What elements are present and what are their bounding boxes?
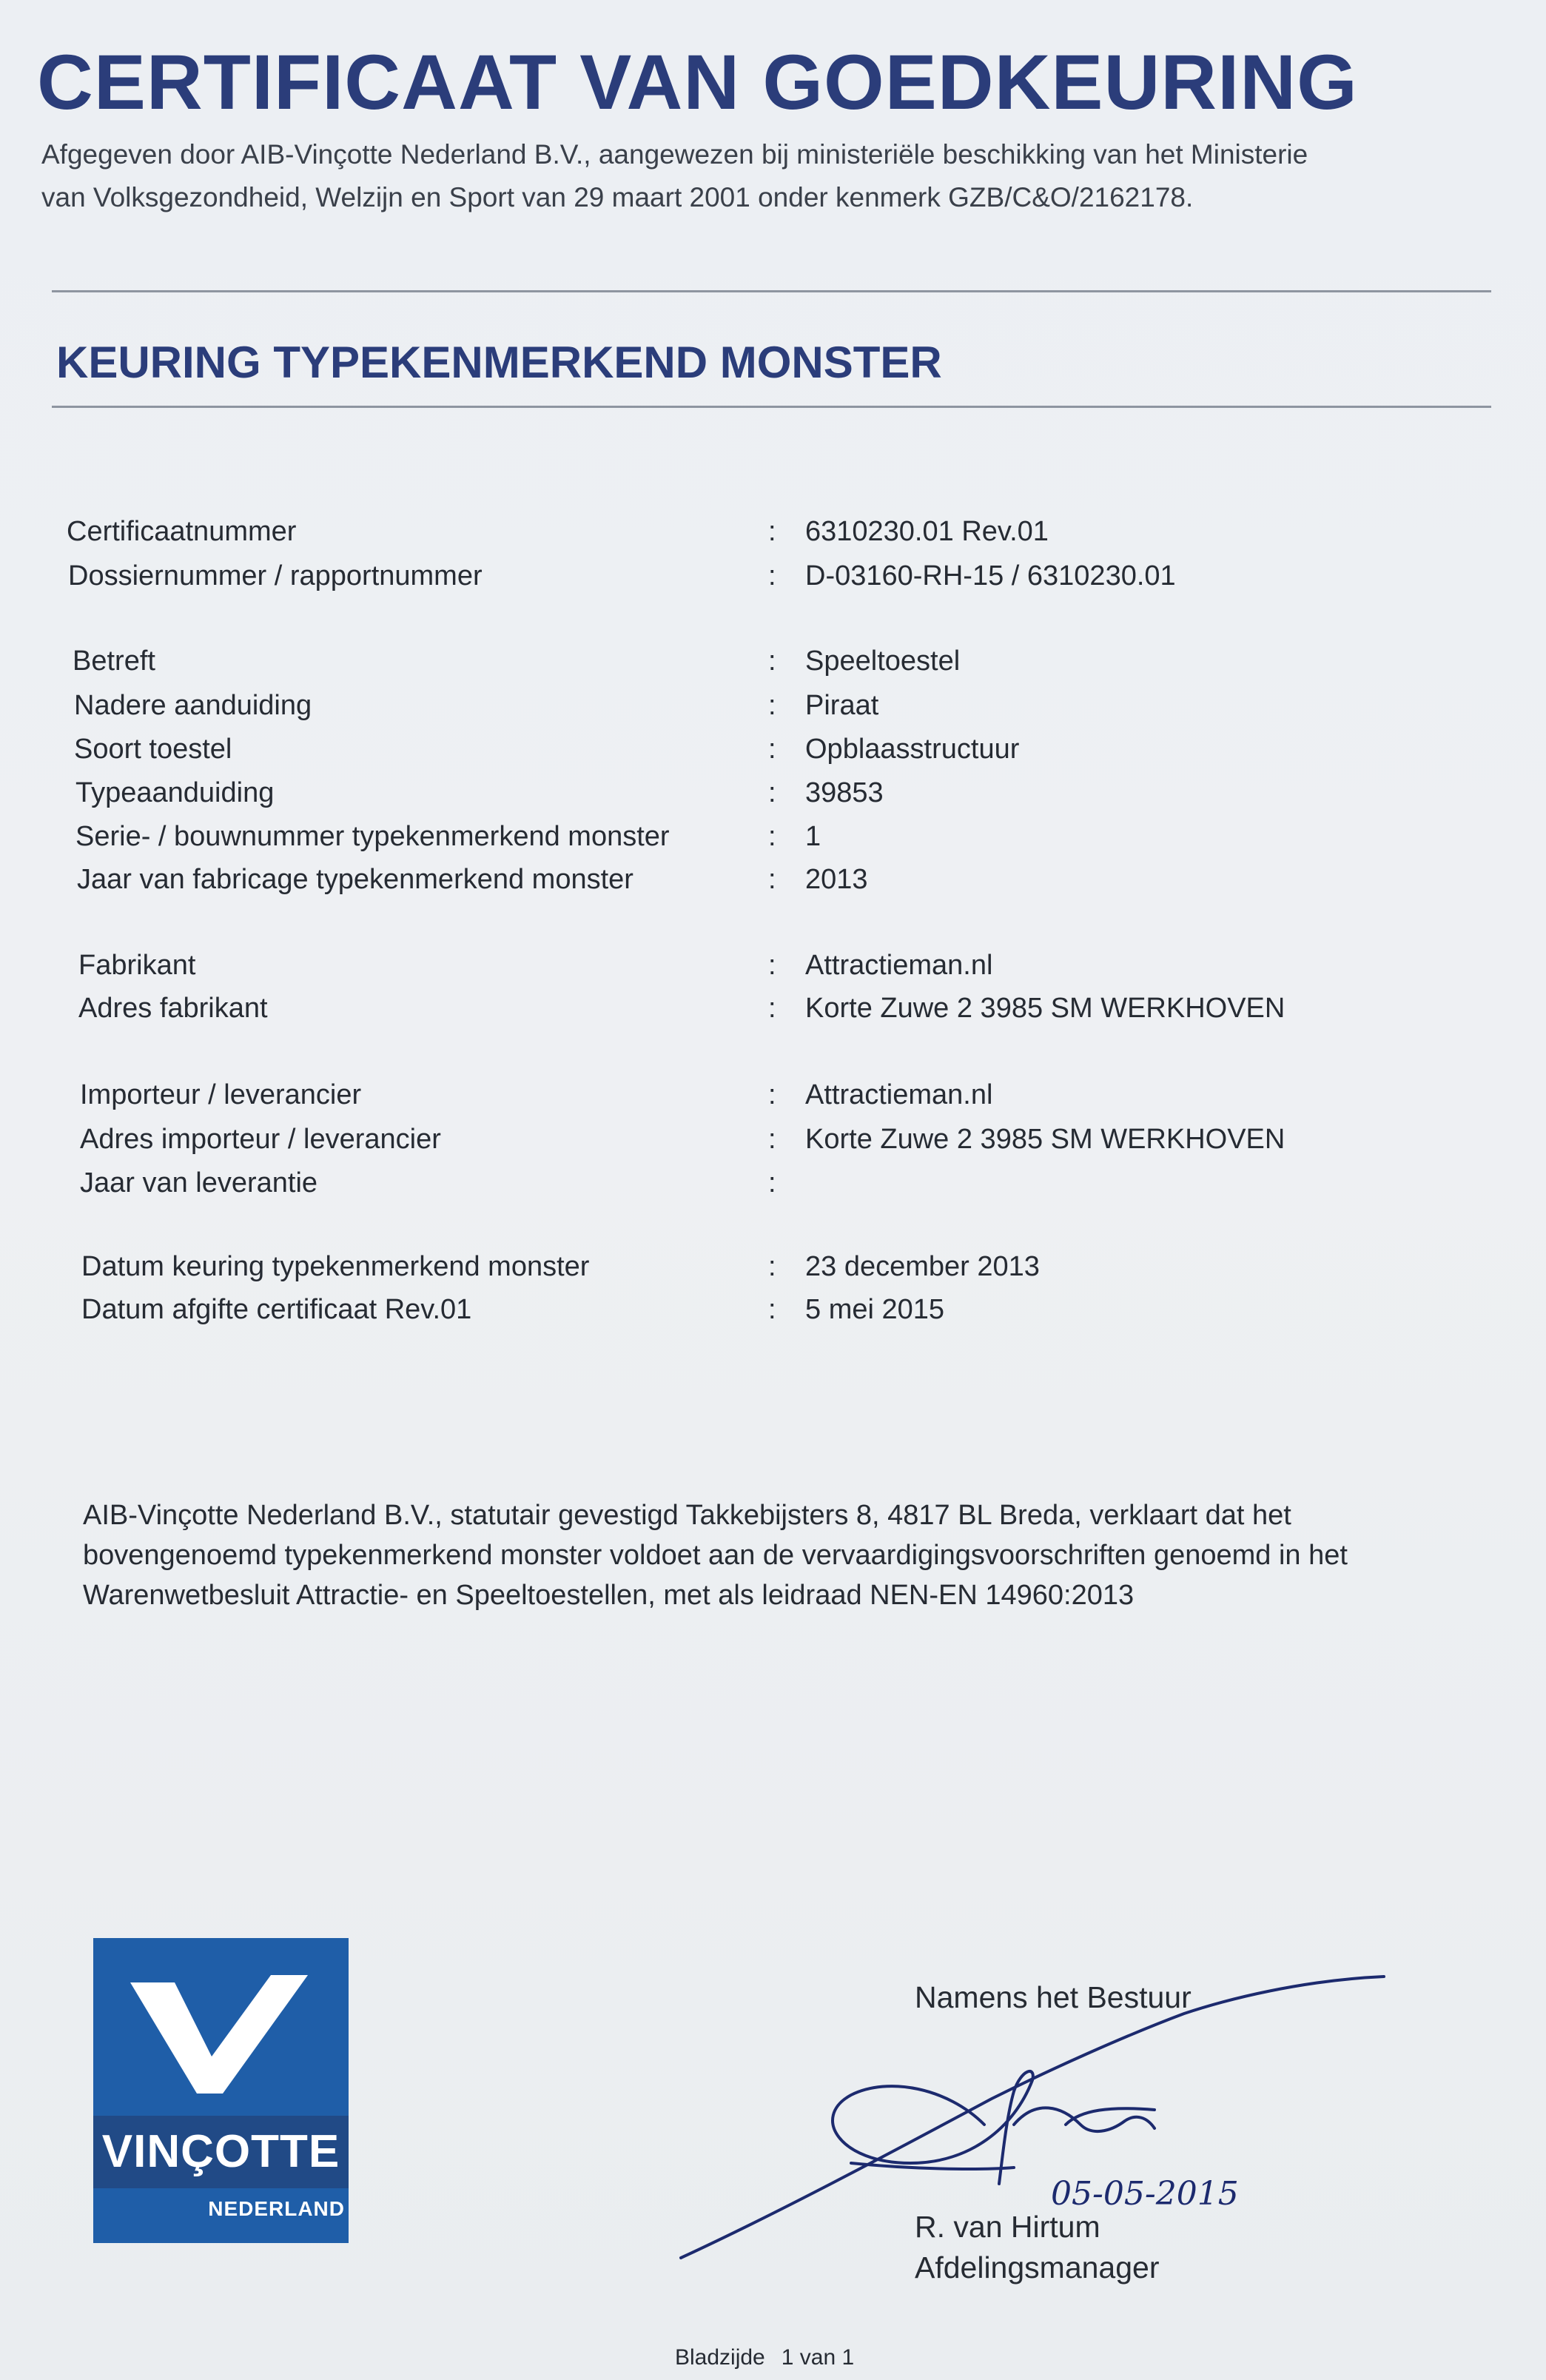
field-row	[0, 993, 1546, 1037]
field-value: 5 mei 2015	[805, 1294, 945, 1325]
logo-brand: VINÇOTTE	[93, 2116, 349, 2188]
field-label: Adres fabrikant	[78, 993, 268, 1024]
field-value: 39853	[805, 777, 884, 808]
field-value: Attractieman.nl	[805, 950, 993, 981]
field-label: Datum afgifte certificaat Rev.01	[81, 1294, 472, 1325]
field-row	[0, 777, 1546, 822]
field-row	[0, 560, 1546, 605]
field-label: Datum keuring typekenmerkend monster	[81, 1251, 590, 1282]
field-label: Fabrikant	[78, 950, 196, 981]
field-value: Speeltoestel	[805, 646, 961, 677]
field-colon: :	[768, 1167, 776, 1199]
field-label: Adres importeur / leverancier	[80, 1124, 441, 1155]
field-colon: :	[768, 734, 776, 765]
declaration-text	[83, 1495, 1489, 1615]
subtitle-line-2: van Volksgezondheid, Welzijn en Sport van 29 maart 2001 onder kenmerk GZB/C&O/2162178.	[41, 182, 1194, 212]
logo-sub: NEDERLAND	[208, 2197, 345, 2220]
field-colon: :	[768, 1079, 776, 1110]
field-label: Typeaanduiding	[75, 777, 275, 808]
vincotte-logo	[93, 1938, 349, 2243]
field-label: Soort toestel	[74, 734, 232, 765]
field-value: 6310230.01 Rev.01	[805, 516, 1049, 547]
field-label: Dossiernummer / rapportnummer	[68, 560, 483, 591]
field-colon: :	[768, 993, 776, 1024]
field-label: Jaar van leverantie	[80, 1167, 318, 1199]
field-colon: :	[768, 950, 776, 981]
divider-section	[52, 406, 1491, 408]
field-value: Attractieman.nl	[805, 1079, 993, 1110]
checkmark-icon	[123, 1960, 319, 2101]
field-row	[0, 864, 1546, 908]
field-row	[0, 821, 1546, 865]
field-row	[0, 646, 1546, 690]
field-colon: :	[768, 1124, 776, 1155]
field-colon: :	[768, 560, 776, 591]
field-value: Korte Zuwe 2 3985 SM WERKHOVEN	[805, 1124, 1285, 1155]
field-label: Betreft	[73, 646, 155, 677]
field-colon: :	[768, 516, 776, 547]
field-row	[0, 1124, 1546, 1168]
field-label: Nadere aanduiding	[74, 690, 312, 721]
page-number: 1 van 1	[781, 2345, 855, 2370]
field-label: Importeur / leverancier	[80, 1079, 362, 1110]
field-colon: :	[768, 864, 776, 895]
field-label: Jaar van fabricage typekenmerkend monster	[77, 864, 633, 895]
field-row	[0, 734, 1546, 778]
declaration-line-1: AIB-Vinçotte Nederland B.V., statutair gevestigd Takkebijsters 8, 4817 BL Breda, verklaart dat het	[83, 1500, 1291, 1531]
field-value: 1	[805, 821, 821, 852]
field-colon: :	[768, 1251, 776, 1282]
divider-top	[52, 290, 1491, 292]
field-row	[0, 1167, 1546, 1212]
field-colon: :	[768, 777, 776, 808]
certificate-subtitle	[41, 133, 1522, 219]
field-row	[0, 690, 1546, 734]
field-colon: :	[768, 1294, 776, 1325]
field-value: 23 december 2013	[805, 1251, 1040, 1282]
field-value: 2013	[805, 864, 868, 895]
field-value: Korte Zuwe 2 3985 SM WERKHOVEN	[805, 993, 1285, 1024]
field-row	[0, 1294, 1546, 1338]
signer-name: R. van Hirtum	[915, 2210, 1100, 2244]
section-title: KEURING TYPEKENMERKEND MONSTER	[56, 338, 942, 387]
field-row	[0, 1079, 1546, 1124]
certificate-title: CERTIFICAAT VAN GOEDKEURING	[37, 39, 1358, 126]
signer-role: Afdelingsmanager	[915, 2250, 1160, 2285]
page-footer	[675, 2345, 854, 2370]
field-colon: :	[768, 821, 776, 852]
field-value: Opblaasstructuur	[805, 734, 1020, 765]
field-row	[0, 950, 1546, 994]
declaration-line-3: Warenwetbesluit Attractie- en Speeltoestellen, met als leidraad NEN-EN 14960:2013	[83, 1580, 1135, 1611]
page-label: Bladzijde	[675, 2345, 765, 2370]
field-value: Piraat	[805, 690, 879, 721]
on-behalf-label: Namens het Bestuur	[915, 1980, 1192, 2014]
field-row	[0, 516, 1546, 560]
field-label: Serie- / bouwnummer typekenmerkend monster	[75, 821, 670, 852]
field-colon: :	[768, 646, 776, 677]
handwritten-date: 05-05-2015	[1051, 2175, 1239, 2213]
declaration-line-2: bovengenoemd typekenmerkend monster voldoet aan de vervaardigingsvoorschriften genoemd in het	[83, 1540, 1348, 1571]
field-colon: :	[768, 690, 776, 721]
field-value: D-03160-RH-15 / 6310230.01	[805, 560, 1176, 591]
subtitle-line-1: Afgegeven door AIB-Vinçotte Nederland B.V., aangewezen bij ministeriële beschikking van het Ministerie	[41, 139, 1308, 170]
field-row	[0, 1251, 1546, 1295]
field-label: Certificaatnummer	[67, 516, 297, 547]
